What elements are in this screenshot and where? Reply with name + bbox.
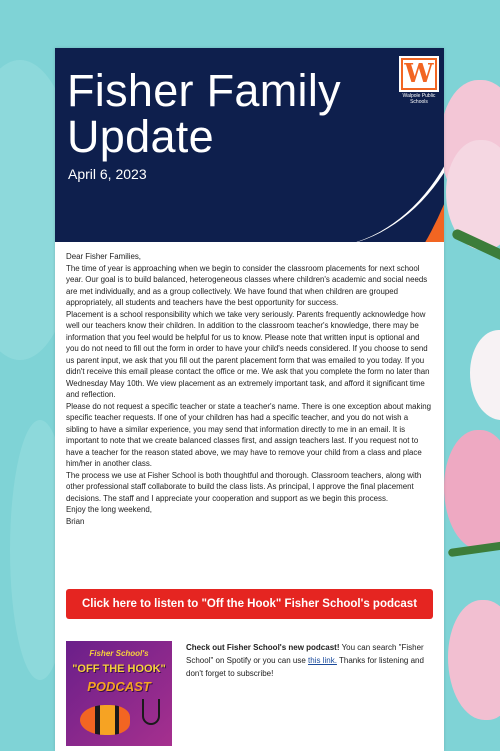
tulip-decoration	[444, 430, 500, 550]
podcast-cover-label: PODCAST	[87, 679, 151, 694]
newsletter-card	[55, 48, 444, 751]
hook-icon	[142, 699, 160, 725]
letter-greeting: Dear Fisher Families,	[66, 252, 141, 261]
podcast-description	[186, 641, 433, 680]
letter-paragraph: Please do not request a specific teacher or state a teacher's name. There is one exception about making specific teacher requests. If one of your children has had a specific teacher, and you do not wish a sibling to have a similar experience, you may send that information directly to me in an email. It is important to note that we create balanced classes first, and assign teachers last. If you request not to have a teacher for the reason stated above, we may have to remove your child from a class and place him/her in another class.	[66, 401, 431, 468]
newsletter-header	[55, 48, 444, 242]
podcast-cover-title: "OFF THE HOOK"	[72, 663, 166, 675]
podcast-text-before-link: You can search "Fisher School" on Spotify or you can use	[186, 643, 424, 665]
podcast-headline: Check out Fisher School's new podcast!	[186, 643, 340, 652]
tulip-decoration	[470, 330, 500, 420]
podcast-cover-school: Fisher School's	[89, 649, 149, 658]
letter-signature: Brian	[66, 516, 85, 526]
letter-closing: Enjoy the long weekend,	[66, 505, 152, 514]
letter-paragraph: Placement is a school responsibility which we take very seriously. Parents frequently acknowledge how well our teachers know their children. In addition to the classroom teacher's knowledge, there may be information that you feel would be helpful for us to know. Please note that written input is optional and you do not need to fill out the form in order to have your child's needs considered. If you choose to send us parent input, we ask that you fill out the parent placement form that was emailed to you today. If you didn't receive this email please contact the office or me. We ask that you complete the form no later than Wednesday May 10th. We view placement as an extremely important task, and afford it significant time and reflection.	[66, 309, 430, 399]
podcast-cover-image[interactable]	[66, 641, 172, 746]
podcast-link[interactable]: this link.	[308, 656, 337, 665]
tulip-decoration	[448, 600, 500, 720]
podcast-text-after-link: Thanks for listening and don't forget to subscribe!	[186, 656, 424, 678]
letter-paragraph: The time of year is approaching when we begin to consider the classroom placements for next school year. Our goal is to build balanced, heterogeneous classes where children's academic and social needs are met individually, and as a group collectively. We have found that when children are grouped appropriately, all students and teachers have the best opportunity for success.	[66, 263, 428, 307]
school-logo	[400, 58, 438, 105]
logo-letter: W	[401, 58, 437, 90]
podcast-listen-button[interactable]: Click here to listen to "Off the Hook" Fisher School's podcast	[66, 589, 433, 619]
letter-body	[55, 242, 444, 527]
logo-school-name: Walpole Public Schools	[402, 93, 436, 105]
page-title: Fisher Family Update	[67, 65, 341, 162]
letter-paragraph: The process we use at Fisher School is both thoughtful and thorough. Classroom teachers, along with other professional staff collaborate to build the class lists. As principal, I approve the final placement decisions. The staff and I appreciate your cooperation and support as we begin this process.	[66, 470, 422, 503]
newsletter-date: April 6, 2023	[68, 166, 147, 182]
fish-icon	[80, 705, 130, 735]
podcast-section	[66, 641, 433, 746]
